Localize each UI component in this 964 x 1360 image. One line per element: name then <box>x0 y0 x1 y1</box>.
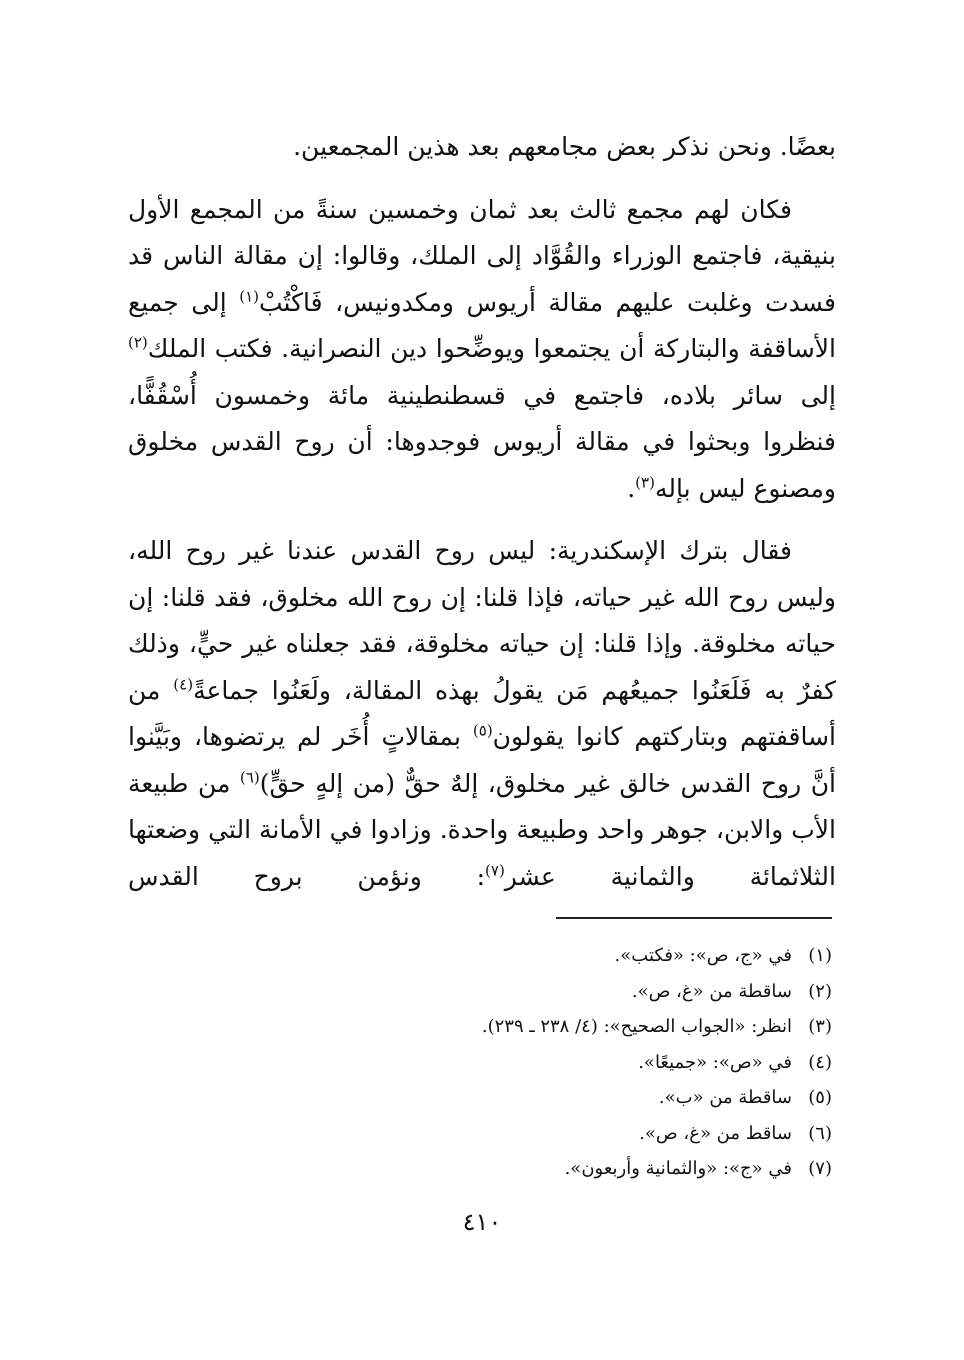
paragraph-3-part-b: من أساقفتهم وبتاركتهم كانوا يقولون <box>128 675 836 751</box>
paragraph-3-part-d: من طبيعة الأب والابن، جوهر واحد وطبيعة واحدة. وزادوا في الأمانة التي وضعتها الثلاثمائة والثمانية عشر <box>128 768 836 891</box>
footnote-text: في «ج، ص»: «فكتب». <box>614 945 792 966</box>
footnote-ref-6[interactable]: (٦) <box>239 768 260 787</box>
footnote-text: في «ج»: «والثمانية وأربعون». <box>564 1158 792 1179</box>
footnote-text: ساقطة من «غ، ص». <box>631 980 792 1002</box>
footnote-number: (٤) <box>808 1051 832 1073</box>
footnote-number: (٧) <box>808 1158 832 1179</box>
footnote-7 <box>132 1151 832 1187</box>
footnote-text: في «ص»: «جميعًا». <box>638 1051 792 1073</box>
footnote-2 <box>132 974 832 1010</box>
page-number: ٤١٠ <box>462 1208 502 1236</box>
footnote-number: (٥) <box>808 1087 832 1108</box>
footnote-ref-3[interactable]: (٣) <box>635 473 655 492</box>
paragraph-2-part-b: إلى جميع الأساقفة والبتاركة أن يجتمعوا ويوضِّحوا دين النصرانية. فكتب الملك <box>128 287 836 363</box>
footnote-text: ساقطة من «ب». <box>658 1087 792 1108</box>
paragraph-3-part-a: فقال بترك الإسكندرية: ليس روح القدس عندنا غير روح الله، وليس روح الله غير حياته، فإذا قلنا: إن روح الله مخلوق، فقد قلنا: إن حياته مخلوقة. وإذا قلنا: إن حياته مخلوقة، فقد جعلناه غير حيٍّ، وذلك كفرٌ به فَلَعَنُوا جميعُهم مَن يقولُ بهذه المقالة، ولَعَنُوا جماعةً <box>128 536 836 705</box>
paragraph-2-part-c: إلى سائر بلاده، فاجتمع في قسطنطينية مائة وخمسون أُسْقُفًّا، فنظروا وبحثوا في مقالة أريوس فوجدوها: أن روح القدس مخلوق ومصنوع ليس بإله <box>128 380 836 503</box>
footnote-ref-4[interactable]: (٤) <box>173 675 194 694</box>
footnote-number: (٦) <box>808 1122 832 1144</box>
footnote-4 <box>132 1045 832 1081</box>
paragraph-1: بعضًا. ونحن نذكر بعض مجامعهم بعد هذين المجمعين. <box>293 132 836 161</box>
footnote-number: (٣) <box>808 1016 832 1037</box>
footnote-number: (١) <box>808 945 832 966</box>
paragraph-3-part-c: بمقالاتٍ أُخَر لم يرتضوها، وبَيَّنوا أنَّ روح القدس خالق غير مخلوق، إلهٌ حقٌّ (من إلهٍ حقٍّ) <box>128 722 836 798</box>
paragraph-2-part-a: فكان لهم مجمع ثالث بعد ثمان وخمسين سنةً من المجمع الأول بنيقية، فاجتمع الوزراء والقُوَّاد إلى الملك، وقالوا: إن مقالة الناس قد فسدت وغلبت عليهم مقالة أريوس ومكدونيس، فَاكْتُبْ <box>128 194 836 317</box>
footnote-ref-5[interactable]: (٥) <box>472 721 493 740</box>
paragraph-2-part-d: . <box>627 473 636 503</box>
footnote-3 <box>132 1009 832 1045</box>
paragraph-3-part-e: : ونؤمن بروح القدس <box>128 861 486 891</box>
footnote-5 <box>132 1080 832 1116</box>
paragraph-2 <box>128 187 836 513</box>
footnote-ref-1[interactable]: (١) <box>239 287 259 306</box>
footnote-text: ساقط من «غ، ص». <box>639 1122 792 1144</box>
footnotes-list <box>132 938 832 1187</box>
footnote-number: (٢) <box>808 980 832 1002</box>
main-text <box>128 124 836 916</box>
footnote-1 <box>132 938 832 974</box>
paragraph-3 <box>128 528 836 900</box>
footnote-ref-7[interactable]: (٧) <box>485 861 505 880</box>
footnote-divider <box>556 917 832 919</box>
footnote-ref-2[interactable]: (٢) <box>128 333 148 352</box>
footnote-6 <box>132 1116 832 1152</box>
footnote-text: انظر: «الجواب الصحيح»: (٤/ ٢٣٨ ـ ٢٣٩). <box>481 1016 792 1037</box>
